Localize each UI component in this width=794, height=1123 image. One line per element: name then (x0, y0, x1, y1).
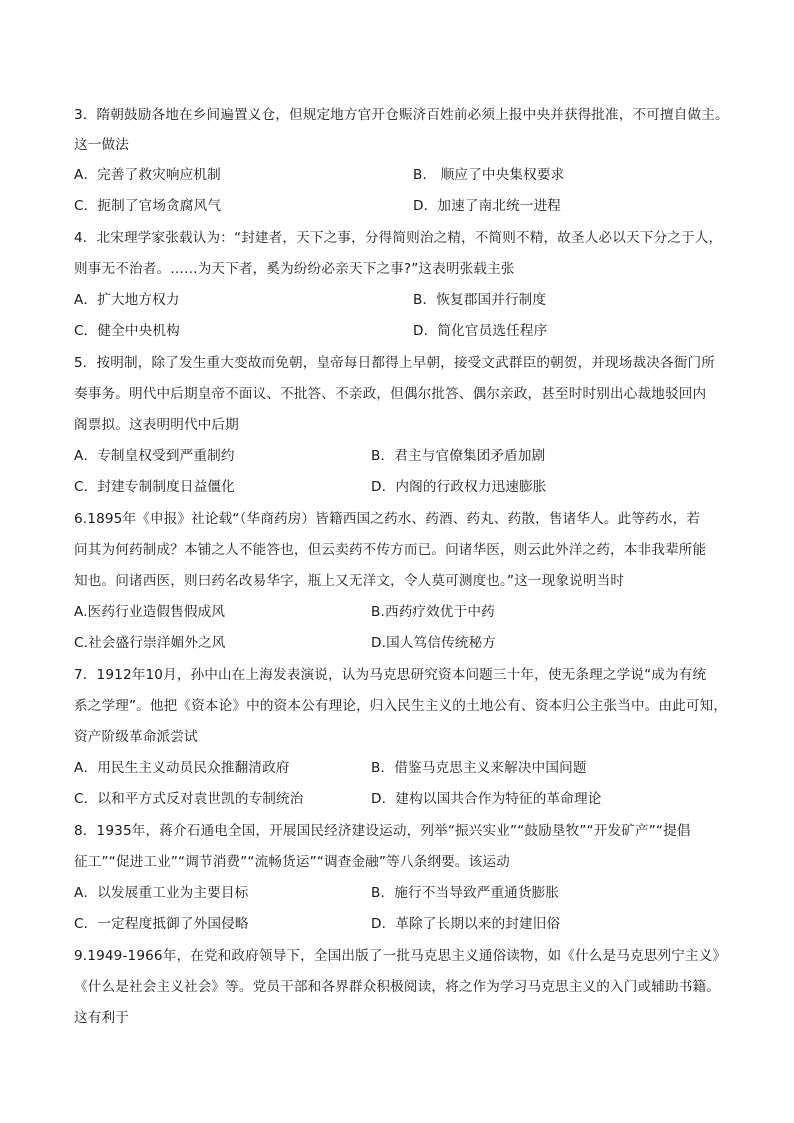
question-5-option-d[interactable]: D．内阁的行政权力迅速膨胀 (371, 479, 547, 495)
question-6-option-d[interactable]: D.国人笃信传统秘方 (371, 635, 497, 651)
question-3-option-b[interactable]: B． 顺应了中央集权要求 (413, 167, 565, 183)
question-6-option-a[interactable]: A.医药行业造假售假成风 (74, 604, 226, 620)
question-8-stem-line-1: 8．1935年，蒋介石通电全国，开展国民经济建设运动，列举“振兴实业”“鼓励垦牧”“开发矿产”“提倡 (74, 823, 691, 839)
question-4-stem-line-2: 则事无不治者。……为天下者，奚为纷纷必亲天下之事?”这表明张载主张 (74, 261, 515, 277)
question-3-option-c[interactable]: C．扼制了官场贪腐风气 (74, 198, 222, 214)
question-3-stem-line-1: 3．隋朝鼓励各地在乡间遍置义仓，但规定地方官开仓赈济百姓前必须上报中央并获得批准，不可擅自做主。 (74, 107, 729, 123)
question-8-stem-line-2: 征工”“促进工业”“调节消费”“流畅货运”“调查金融”等八条纲要。该运动 (74, 854, 510, 870)
question-9-stem-line-2: 《什么是社会主义社会》等。党员干部和各界群众积极阅读，将之作为学习马克思主义的入门或辅助书籍。 (74, 979, 720, 995)
question-4-option-c[interactable]: C．健全中央机构 (74, 323, 180, 339)
question-7-stem-line-2: 系之学理”。他把《资本论》中的资本公有理论，归入民生主义的土地公有、资本归公主张当中。由此可知， (74, 698, 728, 714)
question-5-option-c[interactable]: C．封建专制制度日益僵化 (74, 479, 235, 495)
question-7-option-a[interactable]: A．用民生主义动员民众推翻清政府 (74, 760, 290, 776)
question-7-stem-line-3: 资产阶级革命派尝试 (74, 729, 198, 745)
question-9-stem-line-1: 9.1949-1966年，在党和政府领导下，全国出版了一批马克思主义通俗读物，如《什么是马克思列宁主义》 (74, 948, 727, 964)
question-5-stem-line-3: 阁票拟。这表明明代中后期 (74, 417, 239, 433)
question-7-option-c[interactable]: C．以和平方式反对袁世凯的专制统治 (74, 791, 304, 807)
question-8-option-a[interactable]: A．以发展重工业为主要目标 (74, 885, 249, 901)
question-5-stem-line-1: 5．按明制，除了发生重大变故而免朝，皇帝每日都得上早朝，接受文武群臣的朝贺，并现场裁决各衙门所 (74, 355, 716, 371)
question-6-stem-line-3: 知也。问诸西医，则曰药名改易华字，瓶上又无洋文，令人莫可测度也。”这一现象说明当时 (74, 573, 625, 589)
question-5-option-b[interactable]: B．君主与官僚集团矛盾加剧 (371, 448, 546, 464)
question-4-stem-line-1: 4．北宋理学家张载认为：“封建者，天下之事，分得简则治之精，不简则不精，故圣人必以天下分之于人， (74, 230, 723, 246)
question-6-stem-line-1: 6.1895年《申报》社论载“（华商药房）皆籍西国之药水、药酒、药丸、药散，售诸华人。此等药水，若 (74, 511, 701, 527)
question-7-option-d[interactable]: D．建构以国共合作为特征的革命理论 (371, 791, 602, 807)
question-4-option-a[interactable]: A．扩大地方权力 (74, 292, 180, 308)
question-6-option-b[interactable]: B.西药疗效优于中药 (371, 604, 495, 620)
question-4-option-b[interactable]: B．恢复郡国并行制度 (413, 292, 547, 308)
question-8-option-d[interactable]: D．革除了长期以来的封建旧俗 (371, 916, 561, 932)
question-7-option-b[interactable]: B．借鉴马克思主义来解决中国问题 (371, 760, 587, 776)
question-9-stem-line-3: 这有利于 (74, 1010, 129, 1026)
question-8-option-c[interactable]: C．一定程度抵御了外国侵略 (74, 916, 249, 932)
question-8-option-b[interactable]: B．施行不当导致严重通货膨胀 (371, 885, 560, 901)
question-4-option-d[interactable]: D．简化官员选任程序 (413, 323, 548, 339)
question-6-stem-line-2: 问其为何药制成？本铺之人不能答也，但云卖药不传方而已。问诸华医，则云此外洋之药，本非我辈所能 (74, 542, 707, 558)
question-5-stem-line-2: 奏事务。明代中后期皇帝不面议、不批答、不亲政，但偶尔批答、偶尔亲政，甚至时时别出心裁地驳回内 (74, 386, 707, 402)
question-5-option-a[interactable]: A．专制皇权受到严重制约 (74, 448, 235, 464)
question-3-option-a[interactable]: A．完善了救灾响应机制 (74, 167, 221, 183)
question-7-stem-line-1: 7．1912年10月，孙中山在上海发表演说，认为马克思研究资本问题三十年，使无条理之学说“成为有统 (74, 667, 707, 683)
question-3-stem-line-2: 这一做法 (74, 137, 129, 153)
question-3-option-d[interactable]: D．加速了南北统一进程 (413, 198, 562, 214)
question-6-option-c[interactable]: C.社会盛行崇洋媚外之风 (74, 635, 226, 651)
